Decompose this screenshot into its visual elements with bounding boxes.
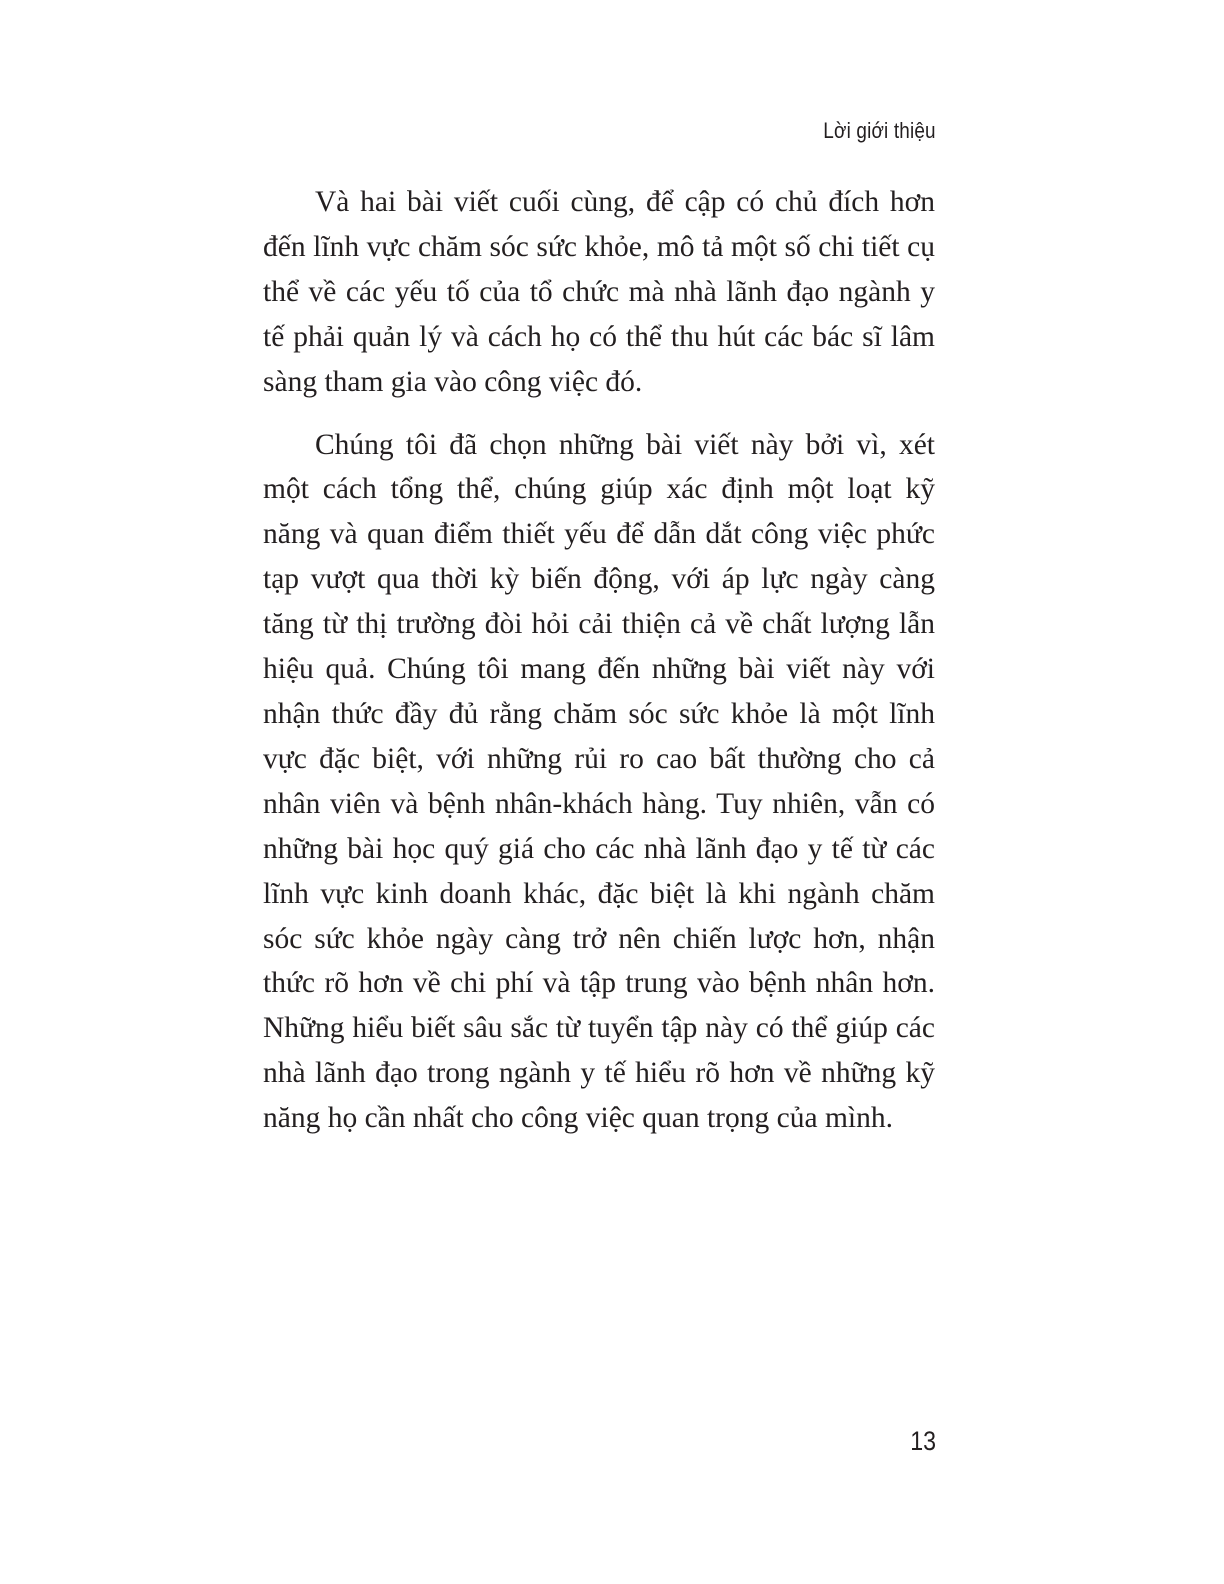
body-text	[263, 180, 935, 1159]
text-line: nhân viên và bệnh nhân-khách hàng. Tuy nhiên, vẫn có	[263, 787, 935, 820]
text-line: lĩnh vực kinh doanh khác, đặc biệt là khi ngành chăm	[263, 877, 935, 910]
text-line: tạp vượt qua thời kỳ biến động, với áp lực ngày càng	[263, 563, 935, 596]
text-line: sàng tham gia vào công việc đó.	[263, 365, 643, 398]
text-line: Chúng tôi đã chọn những bài viết này bởi vì, xét	[315, 428, 935, 461]
text-line: đến lĩnh vực chăm sóc sức khỏe, mô tả một số chi tiết cụ	[263, 230, 935, 263]
text-line: thể về các yếu tố của tổ chức mà nhà lãnh đạo ngành y	[263, 275, 935, 308]
running-header: Lời giới thiệu	[823, 118, 936, 143]
page-number: 13	[910, 1426, 936, 1456]
text-line: nhận thức đầy đủ rằng chăm sóc sức khỏe là một lĩnh	[263, 697, 935, 730]
text-line: vực đặc biệt, với những rủi ro cao bất thường cho cả	[263, 742, 935, 775]
text-line: Và hai bài viết cuối cùng, để cập có chủ đích hơn	[315, 186, 935, 218]
text-line: sóc sức khỏe ngày càng trở nên chiến lược hơn, nhận	[263, 922, 935, 955]
text-line: nhà lãnh đạo trong ngành y tế hiểu rõ hơn về những kỹ	[263, 1057, 935, 1090]
paragraph-1	[263, 180, 935, 405]
text-line: Những hiểu biết sâu sắc từ tuyển tập này có thể giúp các	[263, 1012, 935, 1045]
text-line: năng họ cần nhất cho công việc quan trọng của mình.	[263, 1102, 893, 1135]
text-line: tăng từ thị trường đòi hỏi cải thiện cả về chất lượng lẫn	[263, 608, 935, 641]
text-line: một cách tổng thể, chúng giúp xác định một loạt kỹ	[263, 473, 935, 506]
text-line: hiệu quả. Chúng tôi mang đến những bài viết này với	[263, 653, 935, 686]
text-line: thức rõ hơn về chi phí và tập trung vào bệnh nhân hơn.	[263, 967, 935, 1000]
text-line: năng và quan điểm thiết yếu để dẫn dắt công việc phức	[263, 518, 935, 551]
paragraph-2	[263, 423, 935, 1142]
text-line: những bài học quý giá cho các nhà lãnh đạo y tế từ các	[263, 832, 935, 865]
text-line: tế phải quản lý và cách họ có thể thu hút các bác sĩ lâm	[263, 320, 935, 353]
